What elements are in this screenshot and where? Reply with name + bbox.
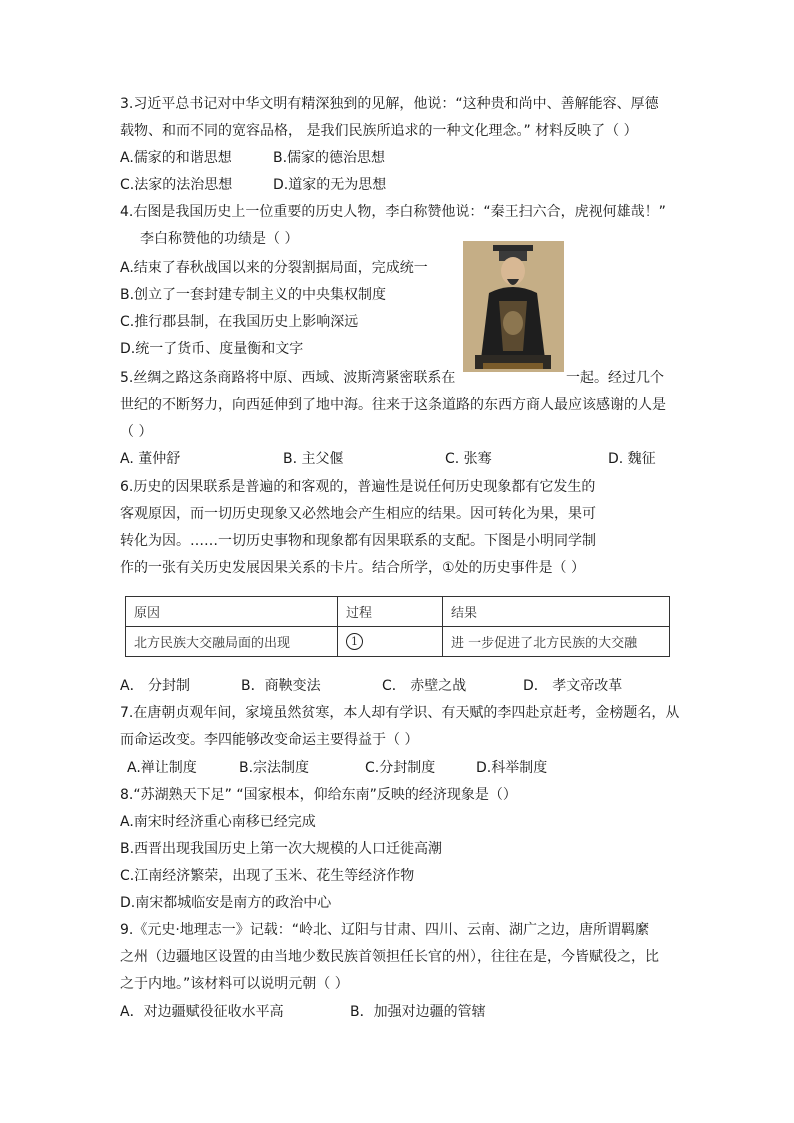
q6-option-c: C． 赤壁之战 — [382, 678, 467, 694]
q5-stem-line1: 5.丝绸之路这条商路将中原、西域、波斯湾紧密联系在 — [120, 370, 456, 386]
q4-stem-line2: 李白称赞他的功绩是（ ） — [140, 231, 299, 247]
q8-option-d: D.南宋都城临安是南方的政治中心 — [120, 895, 332, 911]
q8-option-c: C.江南经济繁荣，出现了玉米、花生等经济作物 — [120, 868, 415, 884]
q6-option-d: D． 孝文帝改革 — [523, 678, 623, 694]
q5-option-b: B. 主父偃 — [283, 451, 344, 467]
q3-option-d: D.道家的无为思想 — [273, 177, 387, 193]
q5-option-a: A. 董仲舒 — [120, 451, 181, 467]
q6-stem-line1: 6.历史的因果联系是普遍的和客观的，普遍性是说任何历史现象都有它发生的 — [120, 479, 596, 495]
q5-stem-line3: （ ） — [120, 424, 153, 440]
q6-stem-line2: 客观原因，而一切历史现象又必然地会产生相应的结果。因可转化为果，果可 — [120, 506, 596, 522]
q9-stem-line2: 之州（边疆地区设置的由当地少数民族首领担任长官的州），往往在是，今皆赋役之，比 — [120, 949, 659, 965]
q4-option-d: D.统一了货币、度量衡和文字 — [120, 341, 304, 357]
q7-option-b: B.宗法制度 — [239, 760, 310, 776]
q9-option-a: A．对边疆赋役征收水平高 — [120, 1004, 284, 1020]
q7-stem-line2: 而命运改变。李四能够改变命运主要得益于（ ） — [120, 732, 419, 748]
q6-stem-line4: 作的一张有关历史发展因果关系的卡片。结合所学，①处的历史事件是（ ） — [120, 560, 585, 576]
q5-option-d: D. 魏征 — [608, 451, 656, 467]
q4-option-a: A.结束了春秋战国以来的分裂割据局面，完成统一 — [120, 260, 428, 276]
q9-option-b: B．加强对边疆的管辖 — [350, 1004, 486, 1020]
q3-stem-line1: 3.习近平总书记对中华文明有精深独到的见解，他说：“这种贵和尚中、善解能容、厚德 — [120, 96, 659, 112]
q5-stem-line1-end: 一起。经过几个 — [566, 370, 664, 386]
q9-stem-line1: 9.《元史·地理志一》记载：“岭北、辽阳与甘肃、四川、云南、湖广之边，唐所谓羁縻 — [120, 922, 650, 938]
header-process: 过程 — [338, 597, 443, 627]
q3-option-c: C.法家的法治思想 — [120, 177, 233, 193]
q3-option-a: A.儒家的和谐思想 — [120, 150, 232, 166]
q8-option-b: B.西晋出现我国历史上第一次大规模的人口迁徙高潮 — [120, 841, 443, 857]
cause-effect-table — [125, 596, 670, 657]
q4-stem-line1: 4.右图是我国历史上一位重要的历史人物，李白称赞他说：“秦王扫六合，虎视何雄哉！” — [120, 204, 666, 220]
q7-option-d: D.科举制度 — [476, 760, 548, 776]
header-cause: 原因 — [126, 597, 338, 627]
header-result: 结果 — [443, 597, 670, 627]
q9-stem-line3: 之于内地。”该材料可以说明元朝（ ） — [120, 976, 349, 992]
cell-cause: 北方民族大交融局面的出现 — [126, 627, 338, 657]
circled-number: 1 — [346, 633, 363, 650]
q8-stem-line1: 8.“苏湖熟天下足” “国家根本，仰给东南”反映的经济现象是（） — [120, 787, 517, 803]
q7-option-a: A.禅让制度 — [127, 760, 197, 776]
table-header-row — [126, 597, 670, 627]
q3-option-b: B.儒家的德治思想 — [273, 150, 386, 166]
q4-option-b: B.创立了一套封建专制主义的中央集权制度 — [120, 287, 387, 303]
q3-stem-line2: 载物、和而不同的宽容品格， 是我们民族所追求的一种文化理念。” 材料反映了（ ） — [120, 123, 638, 139]
q5-option-c: C. 张骞 — [445, 451, 492, 467]
q8-option-a: A.南宋时经济重心南移已经完成 — [120, 814, 316, 830]
q6-option-a: A． 分封制 — [120, 678, 191, 694]
q4-option-c: C.推行郡县制，在我国历史上影响深远 — [120, 314, 359, 330]
q6-stem-line3: 转化为因。……一切历史事物和现象都有因果联系的支配。下图是小明同学制 — [120, 533, 596, 549]
q7-stem-line1: 7.在唐朝贞观年间，家境虽然贫寒，本人却有学识、有天赋的李四赴京赶考，金榜题名，从 — [120, 705, 680, 721]
emperor-portrait-image — [463, 241, 564, 372]
q6-option-b: B．商鞅变法 — [241, 678, 321, 694]
table-row — [126, 627, 670, 657]
q7-option-c: C.分封制度 — [365, 760, 436, 776]
q5-stem-line2: 世纪的不断努力，向西延伸到了地中海。往来于这条道路的东西方商人最应该感谢的人是 — [120, 397, 666, 413]
cell-process — [338, 627, 443, 657]
cell-result: 进 一步促进了北方民族的大交融 — [443, 627, 670, 657]
